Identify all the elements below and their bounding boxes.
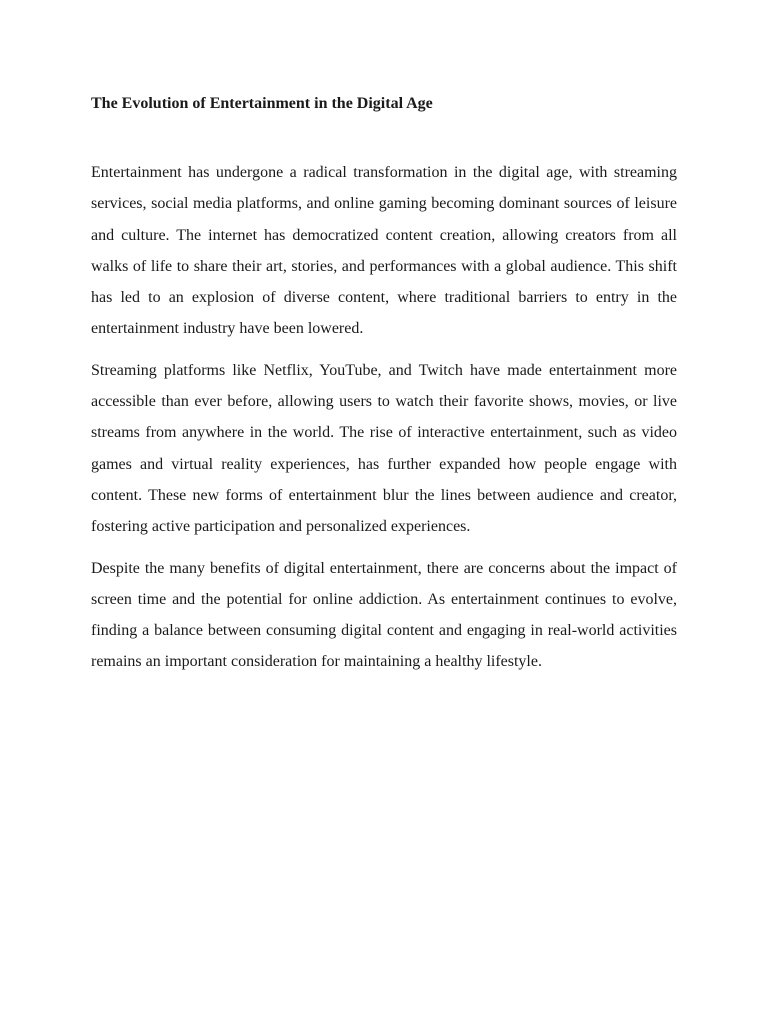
paragraph-3: Despite the many benefits of digital entertainment, there are concerns about the impact of screen time and the potential for online addiction. As entertainment continues to evolve, finding a balance between consuming digital content and engaging in real-world activities remains an important consideration for maintaining a healthy lifestyle. — [91, 559, 677, 671]
paragraph-1: Entertainment has undergone a radical transformation in the digital age, with streaming services, social media platforms, and online gaming becoming dominant sources of leisure and culture. The internet has democratized content creation, allowing creators from all walks of life to share their art, stories, and performances with a global audience. This shift has led to an explosion of diverse content, where traditional barriers to entry in the entertainment industry have been lowered. — [91, 164, 677, 338]
paragraph-2: Streaming platforms like Netflix, YouTube, and Twitch have made entertainment more accessible than ever before, allowing users to watch their favorite shows, movies, or live streams from anywhere in the world. The rise of interactive entertainment, such as video games and virtual reality experiences, has further expanded how people engage with content. These new forms of entertainment blur the lines between audience and creator, fostering active participation and personalized experiences. — [91, 361, 677, 536]
document-title: The Evolution of Entertainment in the Digital Age — [91, 95, 433, 112]
document-body — [91, 91, 677, 688]
